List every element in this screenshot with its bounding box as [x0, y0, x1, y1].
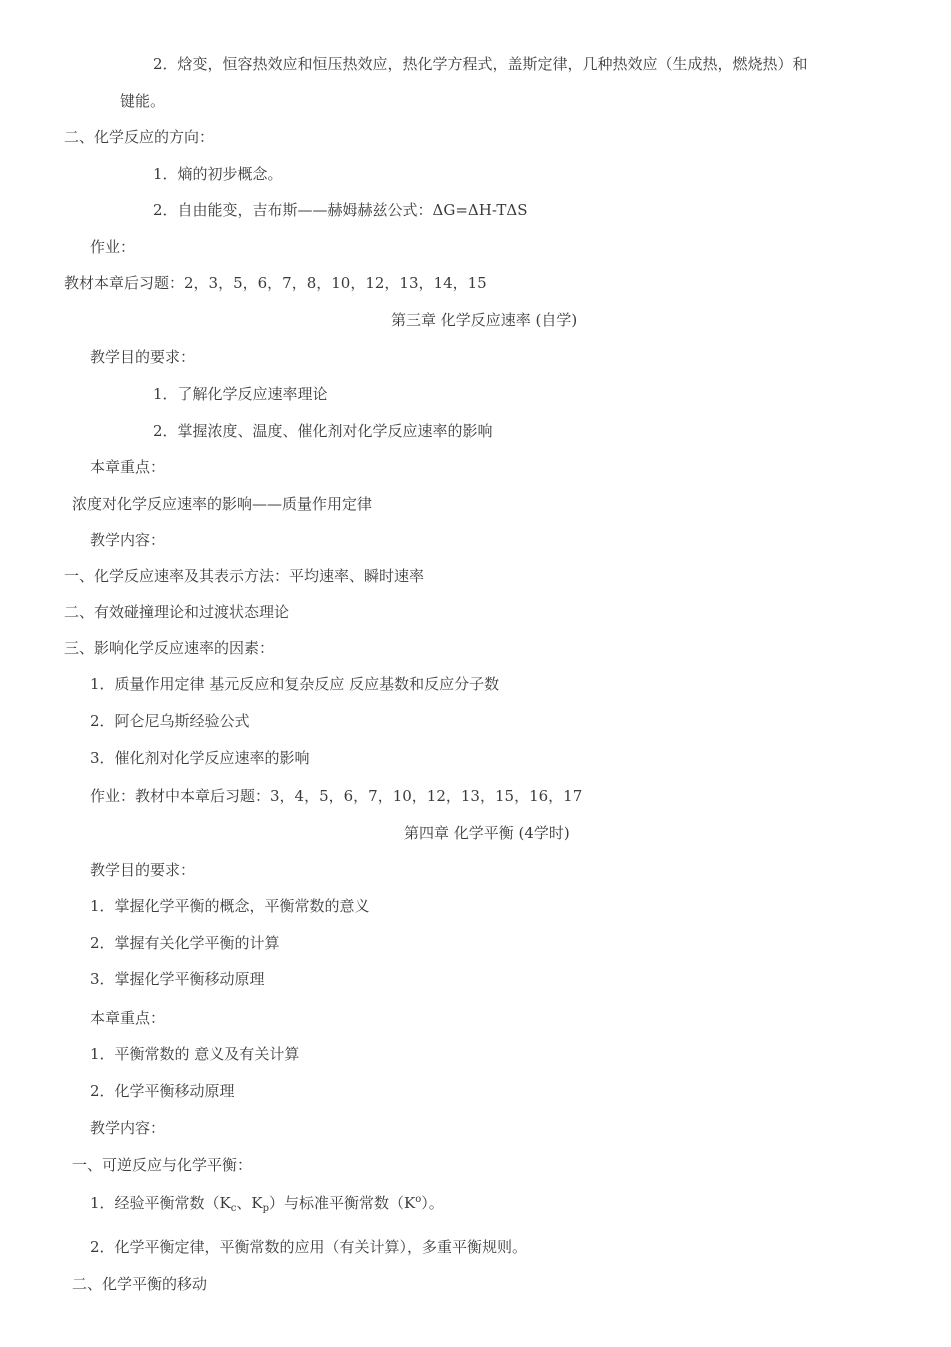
- text-line: 2．掌握有关化学平衡的计算: [90, 934, 280, 952]
- text-line: 教学内容：: [90, 531, 166, 549]
- text-line: 2．化学平衡移动原理: [90, 1082, 235, 1100]
- text-line: 3．催化剂对化学反应速率的影响: [90, 749, 310, 767]
- text-line: 本章重点：: [90, 458, 166, 476]
- text-segment: ）。: [421, 1194, 444, 1212]
- section-heading: 一、化学反应速率及其表示方法：平均速率、瞬时速率: [64, 567, 425, 585]
- text-line: 本章重点：: [90, 1009, 166, 1027]
- text-line: 1．掌握化学平衡的概念，平衡常数的意义: [90, 897, 370, 915]
- section-heading: 三、影响化学反应速率的因素：: [64, 639, 275, 657]
- text-line: 教学目的要求：: [90, 348, 196, 366]
- text-line: 2．阿仑尼乌斯经验公式: [90, 712, 250, 730]
- text-line: 1．熵的初步概念。: [153, 165, 283, 183]
- text-segment: ）与标准平衡常数（K: [269, 1194, 416, 1212]
- text-line: 浓度对化学反应速率的影响——质量作用定律: [72, 495, 373, 513]
- section-heading: 二、化学平衡的移动: [72, 1275, 208, 1293]
- text-segment: 、K: [236, 1194, 263, 1212]
- subscript-p: p: [262, 1203, 269, 1214]
- text-line: 1．质量作用定律 基元反应和复杂反应 反应基数和反应分子数: [90, 675, 500, 693]
- chapter-title: 第四章 化学平衡 (4学时): [404, 824, 570, 842]
- text-line: 3．掌握化学平衡移动原理: [90, 970, 265, 988]
- text-line: 2．化学平衡定律，平衡常数的应用（有关计算），多重平衡规则。: [90, 1238, 528, 1256]
- text-line: 教学目的要求：: [90, 861, 196, 879]
- subscript-c: c: [230, 1203, 237, 1214]
- text-line: 1．平衡常数的 意义及有关计算: [90, 1045, 300, 1063]
- superscript-o: o: [415, 1194, 422, 1205]
- text-line: 2．焓变，恒容热效应和恒压热效应，热化学方程式，盖斯定律，几种热效应（生成热，燃烧热）和: [153, 55, 808, 73]
- text-segment: 1．经验平衡常数（K: [90, 1194, 231, 1212]
- section-heading: 二、化学反应的方向：: [64, 128, 215, 146]
- text-line: 作业：: [90, 238, 136, 256]
- text-line: 教材本章后习题：2，3，5，6，7，8，10，12，13，14，15: [64, 274, 487, 292]
- chapter-title: 第三章 化学反应速率 (自学): [391, 311, 578, 329]
- text-line: 1．了解化学反应速率理论: [153, 385, 328, 403]
- text-line: 键能。: [120, 92, 166, 110]
- section-heading: 一、可逆反应与化学平衡：: [72, 1156, 253, 1174]
- text-line: 2．掌握浓度、温度、催化剂对化学反应速率的影响: [153, 422, 493, 440]
- section-heading: 二、有效碰撞理论和过渡状态理论: [64, 603, 290, 621]
- text-line: 教学内容：: [90, 1119, 166, 1137]
- equilibrium-constants-line: [90, 1193, 444, 1213]
- text-line: 2．自由能变，吉布斯——赫姆赫兹公式：ΔG=ΔH-TΔS: [153, 201, 528, 219]
- text-line: 作业：教材中本章后习题：3，4，5，6，7，10，12，13，15，16，17: [90, 787, 583, 805]
